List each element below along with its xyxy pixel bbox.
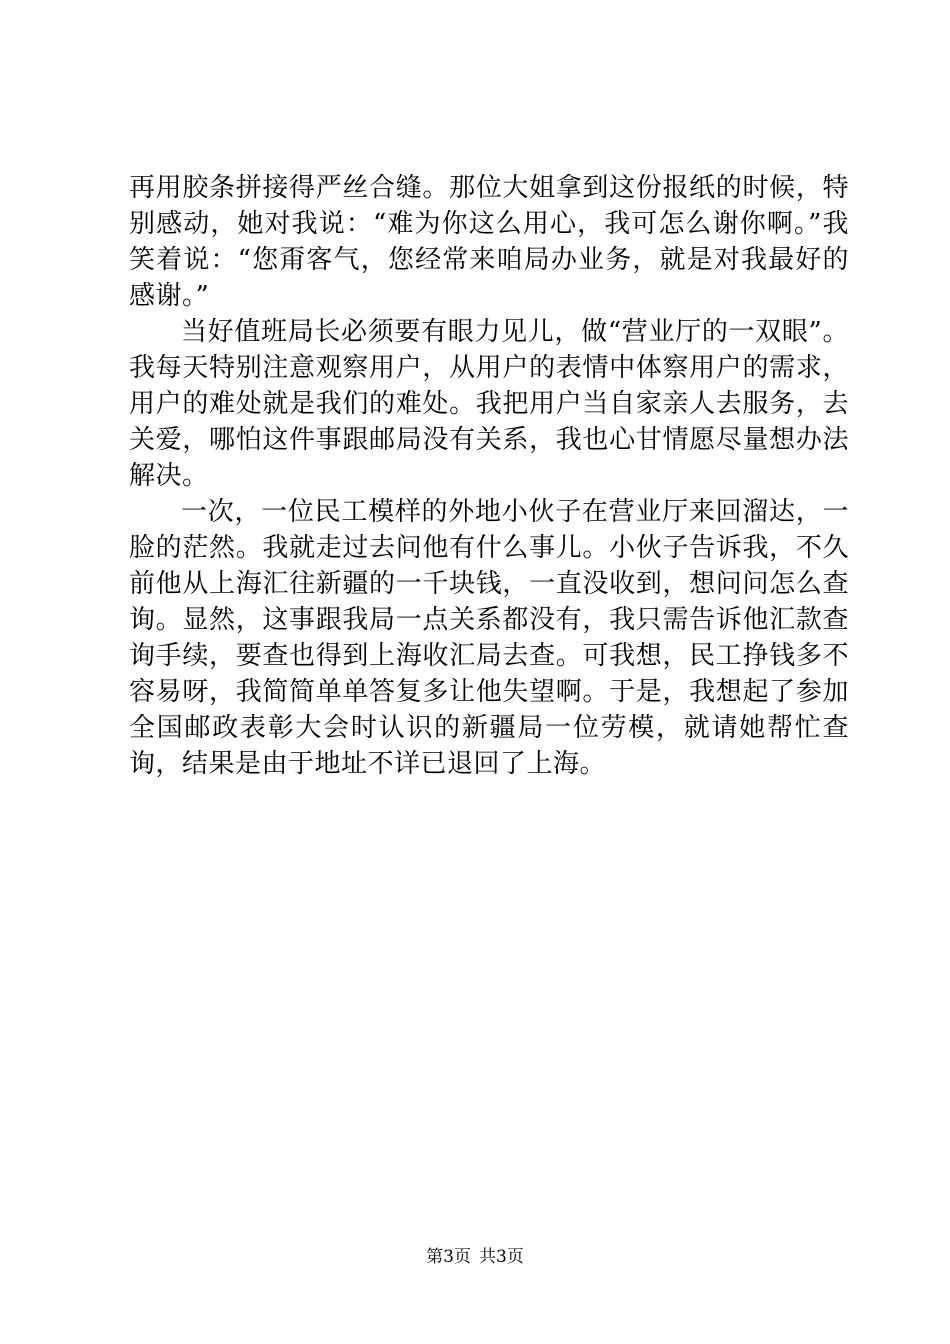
page-count: 共3页 xyxy=(479,1247,524,1267)
paragraph: 一次，一位民工模样的外地小伙子在营业厅来回溜达，一脸的茫然。我就走过去问他有什么事儿。小伙子告诉我，不久前他从上海汇往新疆的一千块钱，一直没收到，想问问怎么查询。显然，这事跟我局一点关系都没有，我只需告诉他汇款查询手续，要查也得到上海收汇局去查。可我想，民工挣钱多不容易呀，我简简单单答复多让他失望啊。于是，我想起了参加全国邮政表彰大会时认识的新疆局一位劳模，就请她帮忙查询，结果是由于地址不详已退回了上海。 xyxy=(129,497,849,779)
paragraph: 当好值班局长必须要有眼力见儿，做“营业厅的一双眼”。我每天特别注意观察用户，从用户的表情中体察用户的需求，用户的难处就是我们的难处。我把用户当自家亲人去服务，去关爱，哪怕这件事跟邮局没有关系，我也心甘情愿尽量想办法解决。 xyxy=(129,317,849,491)
paragraph: 再用胶条拼接得严丝合缝。那位大姐拿到这份报纸的时候，特别感动，她对我说：“难为你这么用心，我可怎么谢你啊。”我笑着说：“您甭客气，您经常来咱局办业务，就是对我最好的感谢。” xyxy=(129,173,849,311)
page-number: 第3页 xyxy=(426,1247,471,1267)
page-footer xyxy=(0,1246,950,1268)
document-body xyxy=(129,170,849,782)
